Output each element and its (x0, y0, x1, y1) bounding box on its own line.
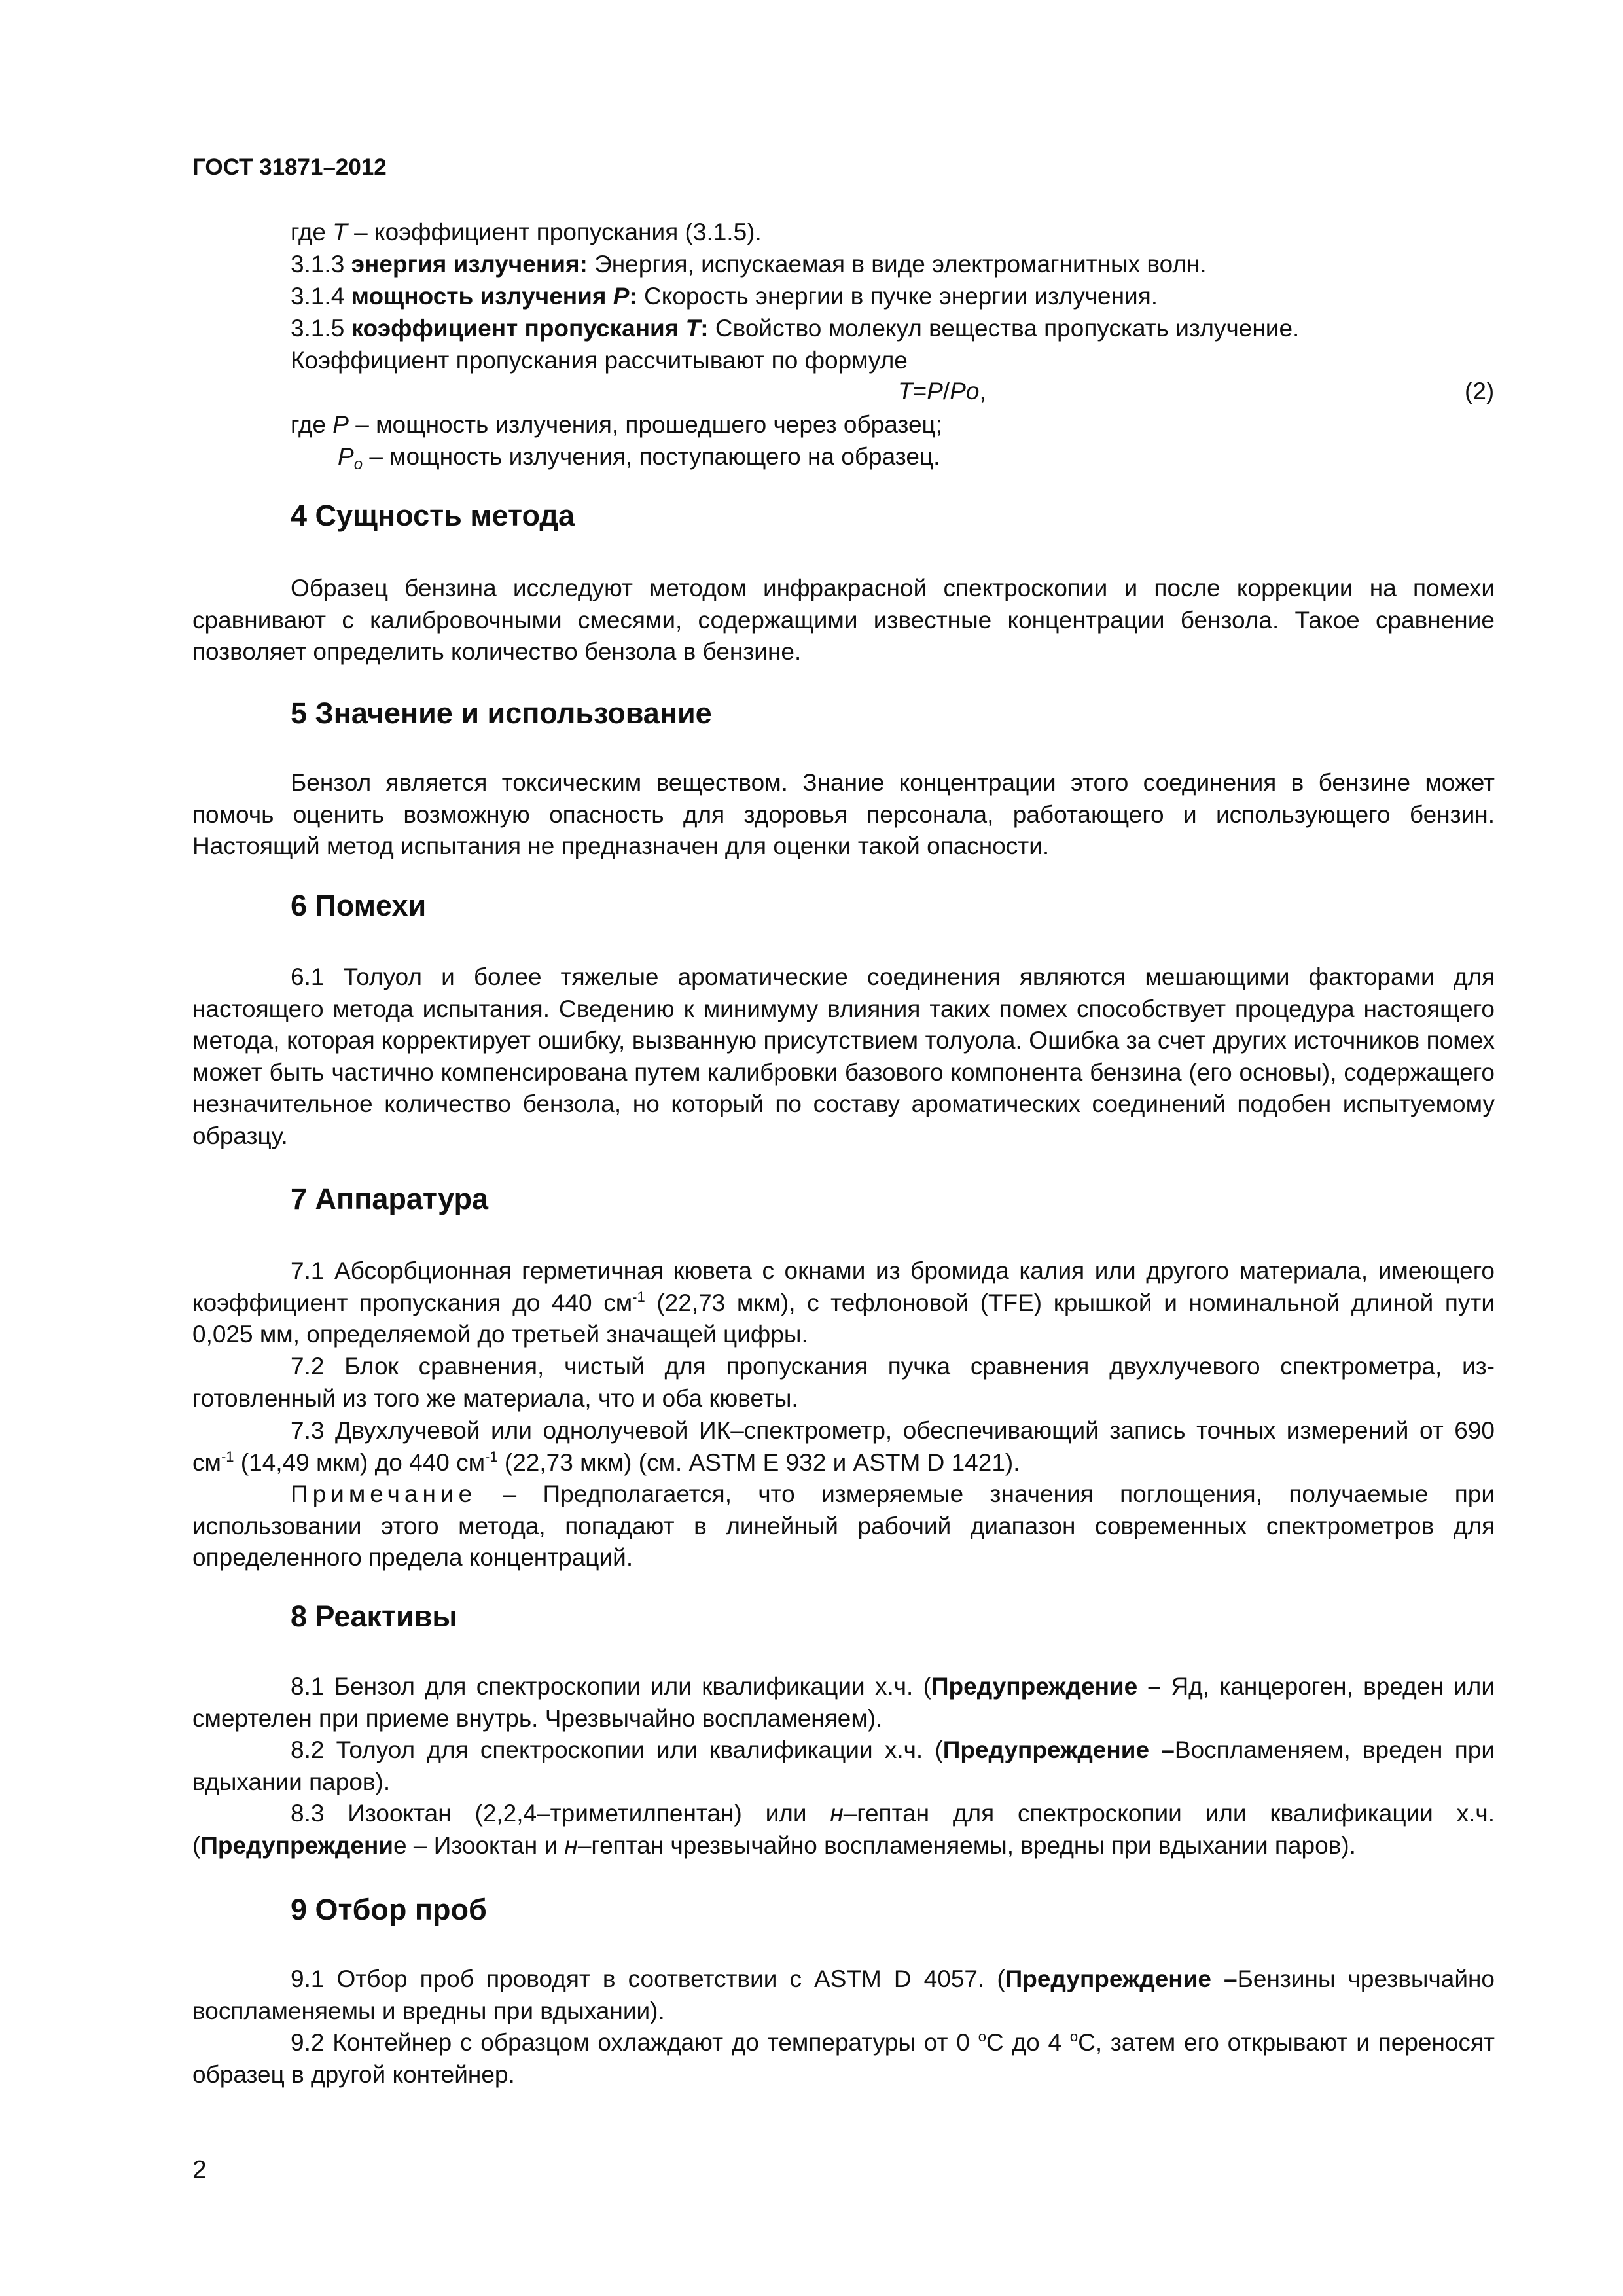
formula-intro: Коэффициент пропускания рассчитывают по формуле (291, 347, 908, 374)
section-7-note: Примечание – Предполагается, что измеряемые значения поглощения, получаемые при использовании этого метода, попадают в линейный рабочий диапазон современных спектрометров для определенного предела концентраций. (192, 1480, 1495, 1571)
definition-line-t: где T – коэффициент пропускания (3.1.5). (291, 219, 762, 245)
definition-3-1-3: 3.1.3 энергия излучения: Энергия, испускаемая в виде электромагнитных волн. (291, 251, 1207, 278)
section-4-paragraph: Образец бензина исследуют методом инфракрасной спектроскопии и после коррекции на помехи сравнивают с калибровочными смесями, содержащими известные концентрации бензола. Такое сравнение позволяет определить количество бензола в бензине. (192, 575, 1495, 665)
section-5-title: 5 Значение и использование (291, 696, 712, 730)
section-7-2: 7.2 Блок сравнения, чистый для пропускания пучка сравнения двухлучевого спектрометра, изготовленный из того же материала, что и оба кюветы. (192, 1353, 1495, 1412)
definition-p: где P – мощность излучения, прошедшего через образец; (291, 411, 943, 438)
section-6-title: 6 Помехи (291, 889, 427, 922)
section-7-title: 7 Аппаратура (291, 1182, 489, 1215)
section-9-1: 9.1 Отбор проб проводят в соответствии с ASTM D 4057. (Предупреждение –Бензины чрезвычайно воспламеняемы и вредны при вдыхании). (192, 1965, 1495, 2024)
section-8-title: 8 Реактивы (291, 1600, 457, 1633)
running-header: ГОСТ 31871–2012 (192, 154, 387, 180)
definition-po: $P_o$ – мощность излучения, поступающего на образец. (338, 443, 940, 473)
section-8-3: 8.3 Изооктан (2,2,4–триметилпентан) или н–гептан для спектроскопии или квалификации х.ч. (Предупреждение – Изооктан и н–гептан чрезвычайно воспламеняемы, вредны при вдыхании паров). (192, 1800, 1495, 1859)
section-7-3: 7.3 Двухлучевой или однолучевой ИК–спектрометр, обеспечивающий запись точных измерений от 690 $см^{-1}$ (14,49 мкм) до 440 $см^{-1}$ (22,73 мкм) (см. ASTM E 932 и ASTM D 1421). (192, 1417, 1495, 1476)
warning-label: Предупреждение – (942, 1736, 1175, 1763)
warning-label: Предупреждение – (931, 1673, 1162, 1700)
section-8-1: 8.1 Бензол для спектроскопии или квалификации х.ч. (Предупреждение – Яд, канцероген, вреден или смертелен при приеме внутрь. Чрезвычайно воспламеняем). (192, 1673, 1495, 1732)
section-7-1: 7.1 Абсорбционная герметичная кювета с окнами из бромида калия или другого материала, имеющего коэффициент пропускания до 440 $см^{-1}$ (22,73 мкм), с тефлоновой (TFE) крышкой и номинальной длиной пути 0,025 мм, определяемой до третьей значащей цифры. (192, 1257, 1495, 1348)
page-number: 2 (192, 2156, 207, 2184)
section-9-title: 9 Отбор проб (291, 1893, 487, 1926)
warning-label: Предупреждени (200, 1831, 394, 1859)
section-4-title: 4 Сущность метода (291, 499, 575, 532)
section-9-2: 9.2 Контейнер с образцом охлаждают до температуры от 0 $^o$С до 4 $^o$С, затем его открывают и переносят образец в другой контейнер. (192, 2028, 1495, 2088)
section-6-paragraph: 6.1 Толуол и более тяжелые ароматические соединения являются мешающими факторами для настоящего метода испытания. Сведению к минимуму влияния таких помех способствует процедура настоящего метода, которая корректирует ошибку, вызванную присутствием толуола. Ошибка за счет других источников помех может быть частично компенсирована путем калибровки базового компонента бензина (его основы), содержащего незначительное количество бензола, но который по составу ароматических соединений подобен испытуемому образцу. (192, 963, 1495, 1149)
section-5-paragraph: Бензол является токсическим веществом. Знание концентрации этого соединения в бензине может помочь оценить возможную опасность для здоровья персонала, работающего и использующего бензин. Настоящий метод испытания не предназначен для оценки такой опасности. (192, 769, 1495, 859)
section-8-2: 8.2 Толуол для спектроскопии или квалификации х.ч. (Предупреждение –Воспламеняем, вреден при вдыхании паров). (192, 1736, 1495, 1795)
definition-3-1-5: 3.1.5 коэффициент пропускания T: Свойство молекул вещества пропускать излучение. (291, 315, 1300, 342)
equation-number: (2) (1465, 378, 1495, 404)
formula-transmittance: T=P/Po, (898, 378, 986, 404)
warning-label: Предупреждение – (1005, 1965, 1238, 1992)
note-label: Примечание (291, 1480, 477, 1507)
definition-3-1-4: 3.1.4 мощность излучения P: Скорость энергии в пучке энергии излучения. (291, 283, 1158, 310)
